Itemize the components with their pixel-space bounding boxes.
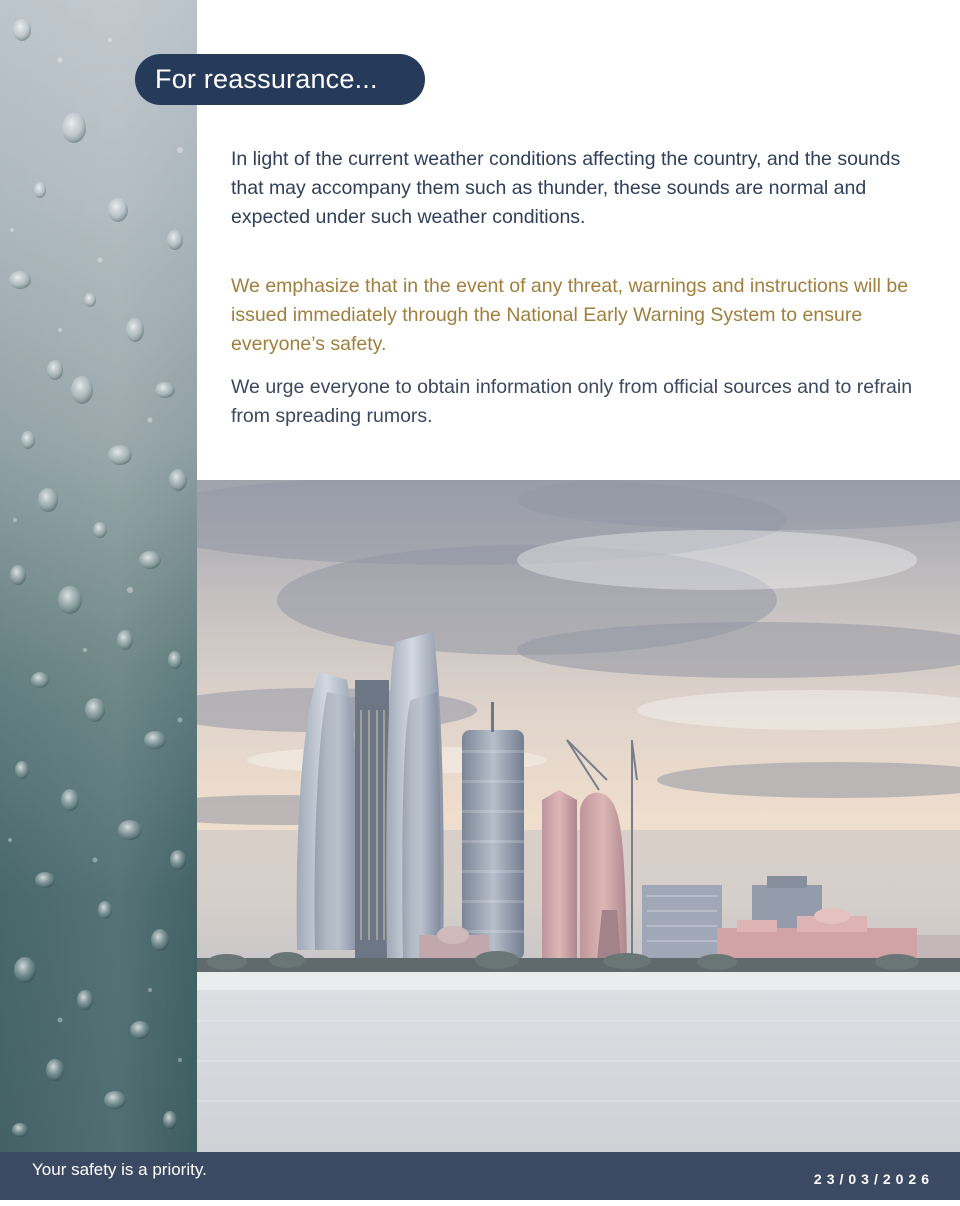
page-title: For reassurance...	[135, 54, 425, 105]
rain-glass-image	[0, 0, 197, 1152]
body-paragraph-warning-system: We emphasize that in the event of any threat, warnings and instructions will be issued immediately through the National Early Warning System to ensure everyone’s safety.	[231, 275, 909, 355]
body-paragraph-weather: In light of the current weather conditions affecting the country, and the sounds that may accompany them such as thunder, these sounds are normal and expected under such weather conditions.	[231, 148, 901, 228]
footer-bar	[0, 1152, 960, 1200]
skyline-illustration	[197, 480, 960, 1152]
city-skyline-photo	[197, 480, 960, 1152]
rain-drops-graphic	[0, 0, 197, 1152]
body-paragraph-official-sources: We urge everyone to obtain information only from official sources and to refrain from spreading rumors.	[231, 376, 913, 427]
footer-date: 23/03/2026	[813, 1171, 934, 1187]
footer-tagline: Your safety is a priority.	[32, 1160, 207, 1179]
